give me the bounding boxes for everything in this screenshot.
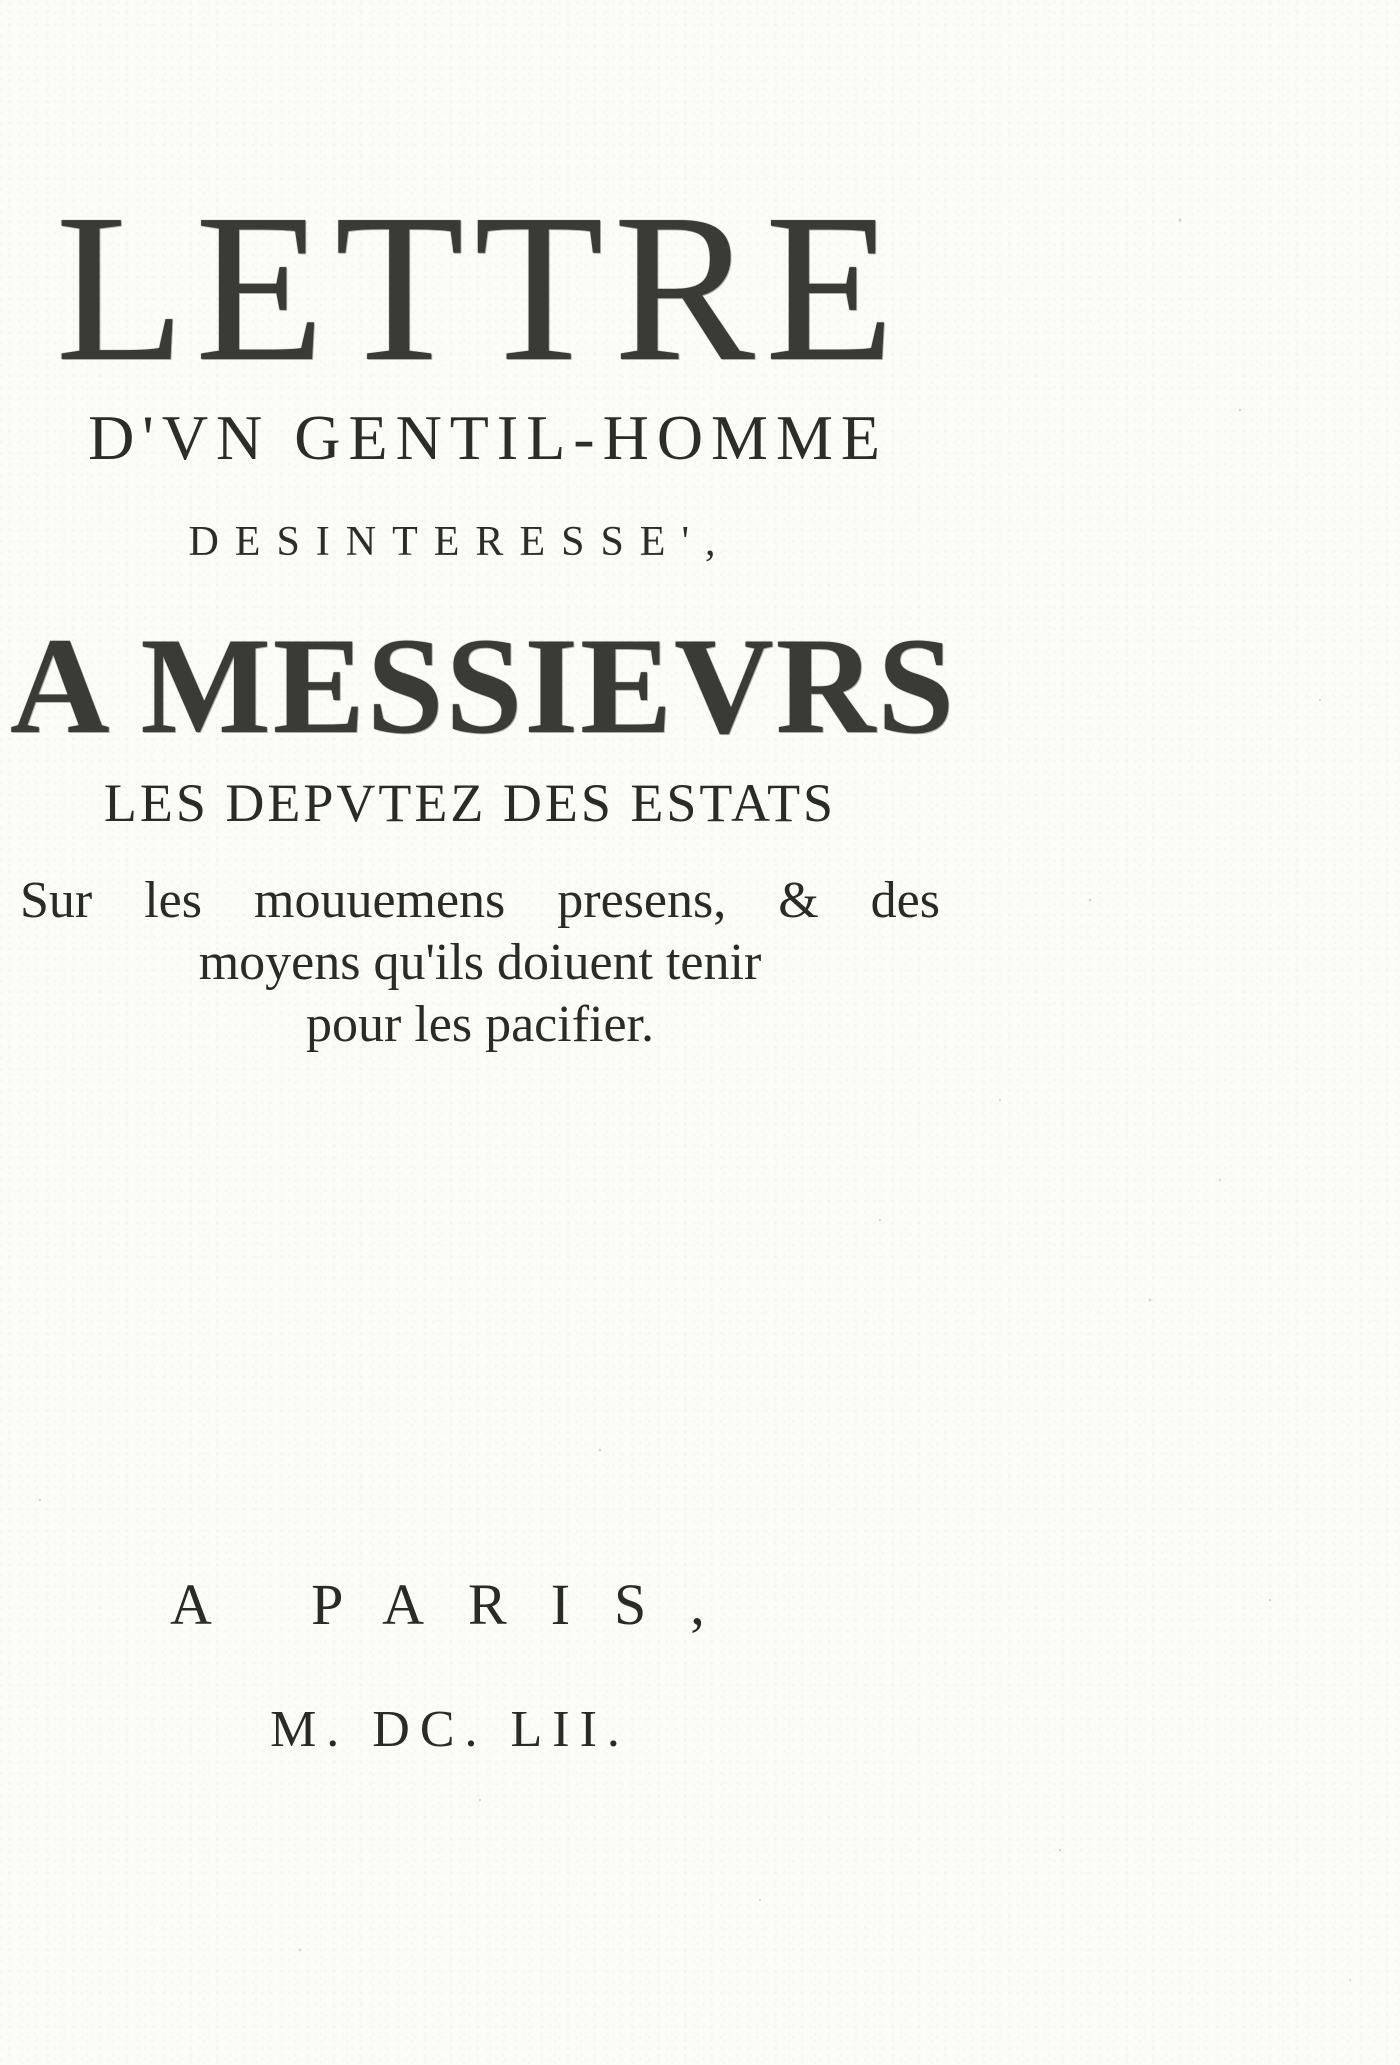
description-line: Sur les mouuemens presens, & des	[20, 872, 940, 929]
description-text	[20, 870, 940, 1056]
description-line: moyens qu'ils doiuent tenir	[198, 934, 762, 991]
imprint-place: A PARIS,	[170, 1572, 749, 1637]
imprint-date: M. DC. LII.	[270, 1701, 630, 1758]
subtitle-line-2: DESINTERESSE',	[188, 519, 732, 565]
description-line: pour les pacifier.	[306, 996, 654, 1053]
addressee-heading: A MESSIEVRS	[10, 609, 957, 762]
page-title: LETTRE	[55, 170, 905, 405]
subtitle-line-1: D'VN GENTIL-HOMME	[88, 402, 888, 473]
addressee-line-2: LES DEPVTEZ DES ESTATS	[103, 773, 837, 833]
